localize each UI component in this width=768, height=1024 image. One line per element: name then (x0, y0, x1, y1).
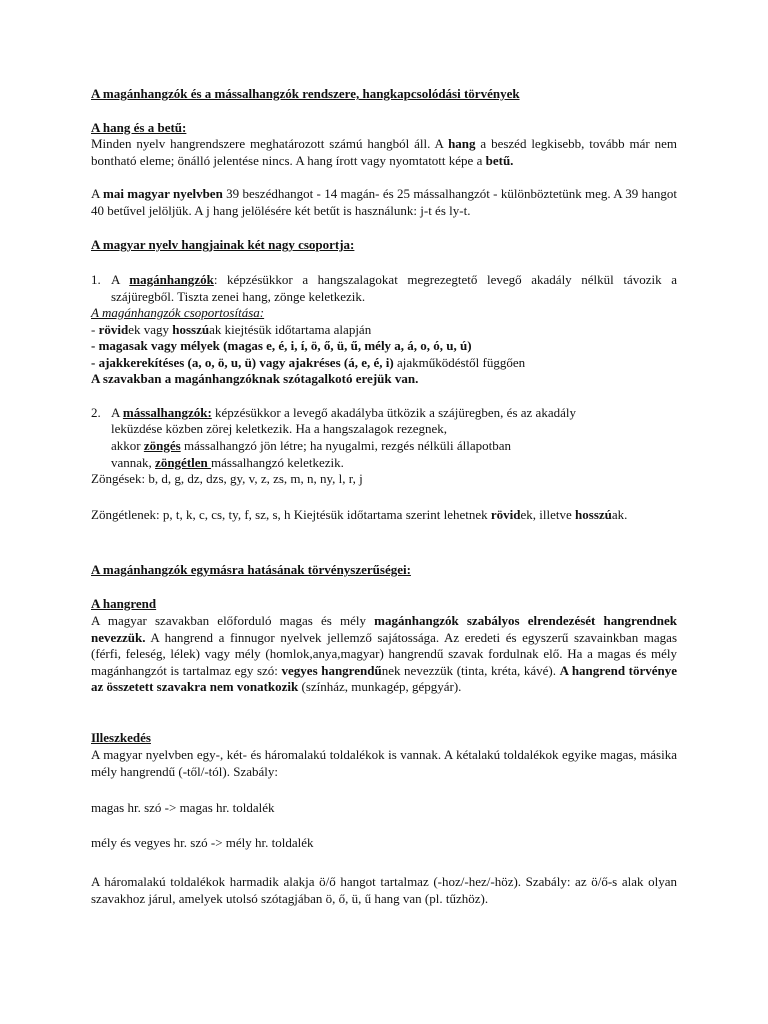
emphasis-bold: hosszú (575, 507, 612, 522)
text-run: ek vagy (128, 322, 173, 337)
list-number-1: 1. (91, 272, 101, 287)
text-run: ajakműködéstől függően (393, 355, 526, 370)
paragraph-hangrend (91, 613, 677, 696)
text-run: A (111, 272, 130, 287)
text-run: A (91, 186, 103, 201)
paragraph-mai-magyar-nyelv (91, 186, 677, 219)
section-heading-egymasra-hatas: A magánhangzók egymásra hatásának törvényszerűségei: (91, 562, 411, 577)
zongetlenek-paragraph (91, 507, 677, 524)
text-run: ak kiejtésük időtartama alapján (209, 322, 372, 337)
text-run: nek nevezzük (tinta, kréta, kávé). (381, 662, 560, 678)
line-magas-mely (91, 338, 677, 355)
paragraph-haromalaku: A háromalakú toldalékok harmadik alakja ö/ő hangot tartalmaz (-hoz/-hez/-höz). Szabály: az ö/ő-s alak olyan szavakhoz járul, amelyek utolsó szótagjában ö, ő, ü, ű hang van (pl. tűzhöz). (91, 874, 677, 906)
emphasis-bold: mai magyar nyelvben (103, 186, 223, 201)
text-run: képzésükkor a levegő akadályba ütközik a szájüregben, és az akadály (211, 405, 576, 420)
text-run: A (111, 405, 123, 420)
text-run: (színház, munkagép, gépgyár). (298, 679, 462, 694)
line-ajakkerekites (91, 355, 677, 372)
subheading-maganhangzok-csoportositasa: A magánhangzók csoportosítása: (91, 305, 265, 320)
emphasis-underlined: zöngétlen (155, 455, 212, 470)
emphasis-bold: A hangrend törvénye az összetett szavakra nem vonatkozik (91, 662, 678, 694)
zongesek-line: Zöngések: b, d, g, dz, dzs, gy, v, z, zs, m, n, ny, l, r, j (91, 471, 363, 486)
text-run: leküzdése közben zörej keletkezik. Ha a hangszalagok rezegnek, (111, 421, 448, 436)
text-run: mássalhangzó jön létre; ha nyugalmi, rezgés nélküli állapotban (180, 438, 512, 453)
emphasis-underlined: zöngés (143, 438, 181, 453)
text-run: A hangrend a finnugor nyelvek jellemző sajátossága. Az eredeti és egyszerű szavainkban magas (férfi, feleség, lélek) vagy mély (homlok,anya,magyar) hangrendű szavak fordulnak elő. Ha a magas és mély magánhangzót is tartalmaz egy szó: (91, 629, 677, 678)
list-item-massalhangzok-line2 (111, 421, 677, 438)
rule-magas: magas hr. szó -> magas hr. toldalék (91, 800, 275, 815)
section-heading-hang-es-betu: A hang és a betű: (91, 120, 187, 135)
text-run: vannak, (111, 455, 156, 470)
list-number-2: 2. (91, 405, 101, 420)
rule-mely-vegyes: mély és vegyes hr. szó -> mély hr. toldalék (91, 835, 314, 850)
heading-illeszkedes: Illeszkedés (91, 730, 151, 745)
emphasis-bold: hang (448, 136, 476, 151)
emphasis-bold: rövid (98, 322, 129, 337)
emphasis-underlined: mássalhangzók: (122, 405, 212, 420)
line-szotagalkoto (91, 371, 677, 388)
emphasis-bold: magánhangzók szabályos elrendezését hangrendnek nevezzük. (91, 613, 677, 645)
text-run: : képzésükkor a hangszalagokat megrezegtető levegő akadály nélkül távozik a szájüregből. Tiszta zenei hang, zönge keletkezik. (111, 272, 677, 304)
text-run: Minden nyelv hangrendszere meghatározott számú hangból áll. A (91, 136, 449, 151)
paragraph-hang-definition (91, 136, 677, 169)
emphasis-bold: rövid (490, 507, 521, 522)
emphasis-bold: betű. (485, 152, 514, 168)
list-item-massalhangzok-line3 (111, 438, 677, 455)
heading-hangrend: A hangrend (91, 596, 157, 611)
text-run: mássalhangzó keletkezik. (211, 455, 344, 470)
emphasis-bold: A szavakban a magánhangzóknak szótagalkotó erejük van. (91, 371, 419, 386)
list-item-massalhangzok-line4 (111, 455, 677, 472)
emphasis-bold: - magasak vagy mélyek (magas e, é, i, í, ö, ő, ü, ű, mély a, á, o, ó, u, ú) (91, 338, 472, 353)
list-item-maganhangzok (111, 272, 677, 305)
line-rovid-hosszu (91, 322, 677, 339)
emphasis-bold: vegyes hangrendű (281, 662, 382, 678)
text-run: ak. (611, 507, 628, 522)
document-title: A magánhangzók és a mássalhangzók rendszere, hangkapcsolódási törvények (91, 86, 520, 101)
emphasis-underlined: magánhangzók (129, 272, 214, 287)
text-run: akkor (111, 438, 144, 453)
emphasis-bold: hosszú (172, 322, 210, 337)
emphasis-bold: - ajakkerekítéses (a, o, ö, u, ü) vagy ajakréses (á, e, é, i) (91, 355, 394, 370)
paragraph-illeszkedes: A magyar nyelvben egy-, két- és háromalakú toldalékok is vannak. A kétalakú toldalékok egyike magas, másika mély hangrendű (-től/-tól). Szabály: (91, 747, 677, 779)
text-run: A magyar szavakban előforduló magas és mély (91, 613, 375, 628)
text-run: ek, illetve (520, 507, 576, 522)
section-heading-ket-csoport: A magyar nyelv hangjainak két nagy csoportja: (91, 237, 355, 252)
text-run: a beszéd legkisebb, tovább már nem bontható eleme; önálló jelentése nincs. A hang írott vagy nyomtatott képe a (91, 136, 678, 168)
list-item-massalhangzok-line1 (111, 405, 677, 422)
text-run: - (91, 322, 99, 337)
text-run: 39 beszédhangot - 14 magán- és 25 mássalhangzót - különböztetünk meg. A 39 hangot 40 betűvel jelöljük. A j hang jelölésére két betűt is használunk: j-t és ly-t. (91, 186, 677, 218)
text-run: Zöngétlenek: p, t, k, c, cs, ty, f, sz, s, h Kiejtésük időtartama szerint lehetnek (91, 507, 491, 522)
